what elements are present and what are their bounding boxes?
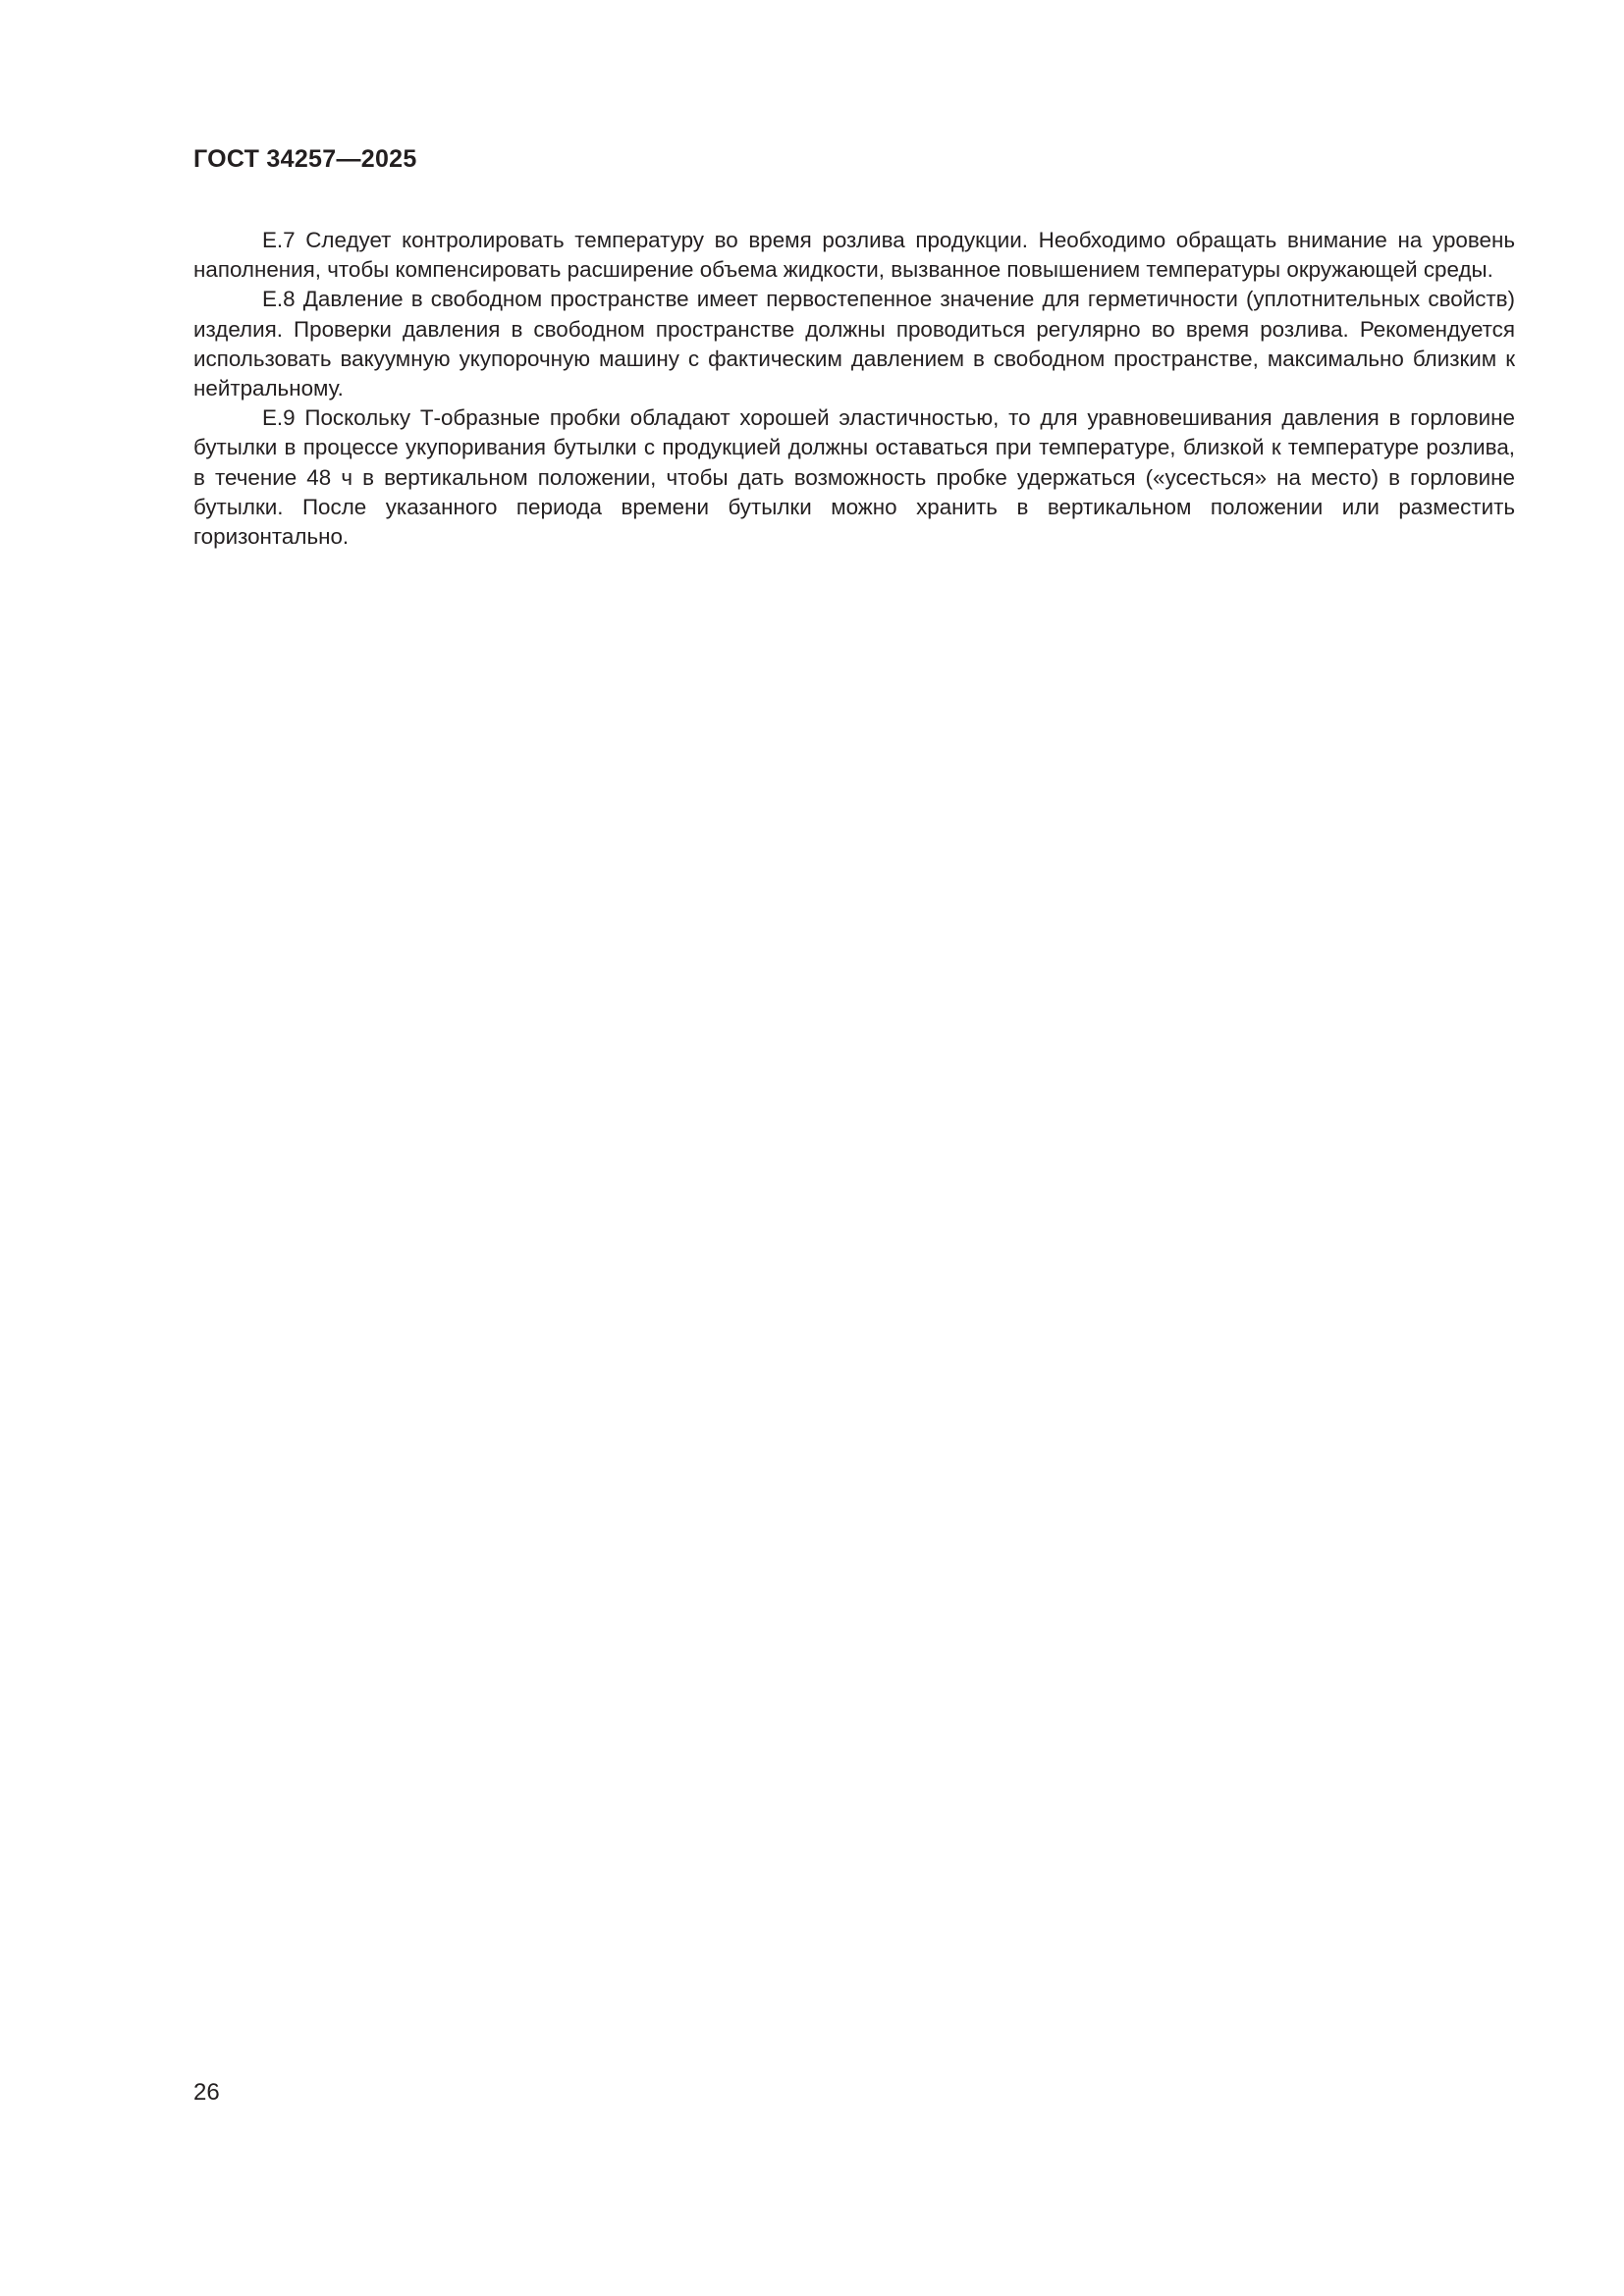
document-header: ГОСТ 34257—2025 — [193, 145, 417, 173]
paragraph-e8: Е.8 Давление в свободном пространстве имеет первостепенное значение для герметичности (уплотнительных свойств) изделия. Проверки давления в свободном пространстве должны проводиться регулярно во время розлива. Рекомендуется использовать вакуумную укупорочную машину с фактическим давлением в свободном пространстве, максимально близким к нейтральному. — [193, 287, 1515, 401]
page-number: 26 — [193, 2079, 220, 2106]
paragraph-e9: Е.9 Поскольку Т-образные пробки обладают хорошей эластичностью, то для уравновешивания давления в горловине бутылки в процессе укупоривания бутылки с продукцией должны оставаться при температуре, близкой к температуре розлива, в течение 48 ч в вертикальном положении, чтобы дать возможность пробке удержаться («усесться» на место) в горловине бутылки. После указанного периода времени бутылки можно хранить в вертикальном положении или разместить горизонтально. — [193, 405, 1515, 550]
document-body — [193, 226, 1515, 552]
paragraph-e7: Е.7 Следует контролировать температуру во время розлива продукции. Необходимо обращать внимание на уровень наполнения, чтобы компенсировать расширение объема жидкости, вызванное повышением температуры окружающей среды. — [193, 228, 1515, 283]
